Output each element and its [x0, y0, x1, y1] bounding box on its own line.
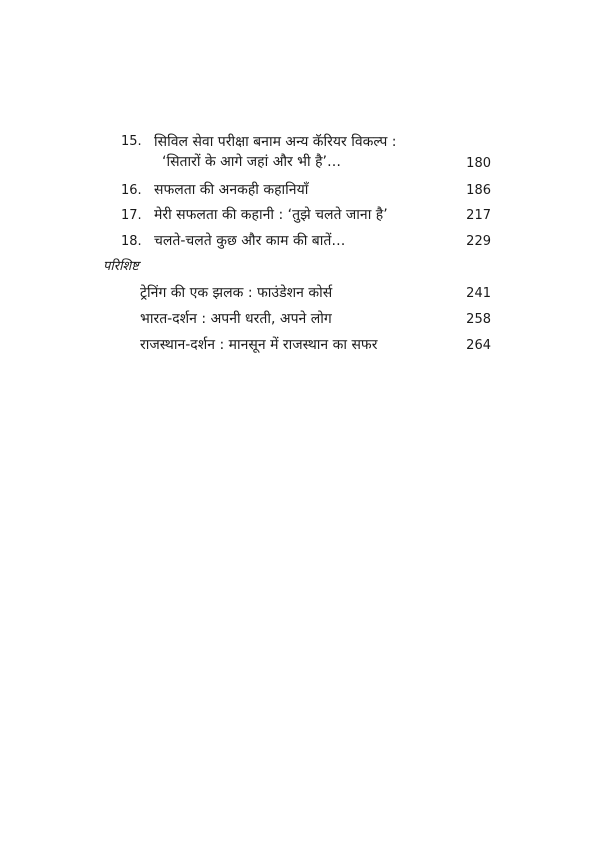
- appendix-item-title: राजस्थान-दर्शन : मानसून में राजस्थान का सफर: [140, 337, 378, 353]
- chapter-title: सफलता की अनकही कहानियाँ: [154, 182, 309, 198]
- chapter-title-continued: ‘सितारों के आगे जहां और भी है’…: [162, 154, 341, 170]
- chapter-number: 18.: [121, 234, 142, 249]
- page-number: 241: [466, 286, 491, 301]
- page-number: 264: [466, 338, 491, 353]
- page-number: 180: [466, 156, 491, 171]
- page-number: 229: [466, 234, 491, 249]
- page-number: 186: [466, 183, 491, 198]
- appendix-heading: परिशिष्ट: [103, 259, 139, 274]
- appendix-item-title: ट्रेनिंग की एक झलक : फाउंडेशन कोर्स: [140, 285, 333, 301]
- chapter-number: 16.: [121, 183, 142, 198]
- chapter-title: चलते-चलते कुछ और काम की बातें…: [154, 233, 346, 249]
- appendix-item-title: भारत-दर्शन : अपनी धरती, अपने लोग: [140, 311, 332, 327]
- chapter-title: मेरी सफलता की कहानी : ‘तुझे चलते जाना है’: [154, 207, 388, 223]
- page-number: 258: [466, 312, 491, 327]
- chapter-title: सिविल सेवा परीक्षा बनाम अन्य कॅरियर विकल्प :: [154, 134, 397, 150]
- chapter-number: 15.: [121, 134, 142, 149]
- page-number: 217: [466, 208, 491, 223]
- chapter-number: 17.: [121, 208, 142, 223]
